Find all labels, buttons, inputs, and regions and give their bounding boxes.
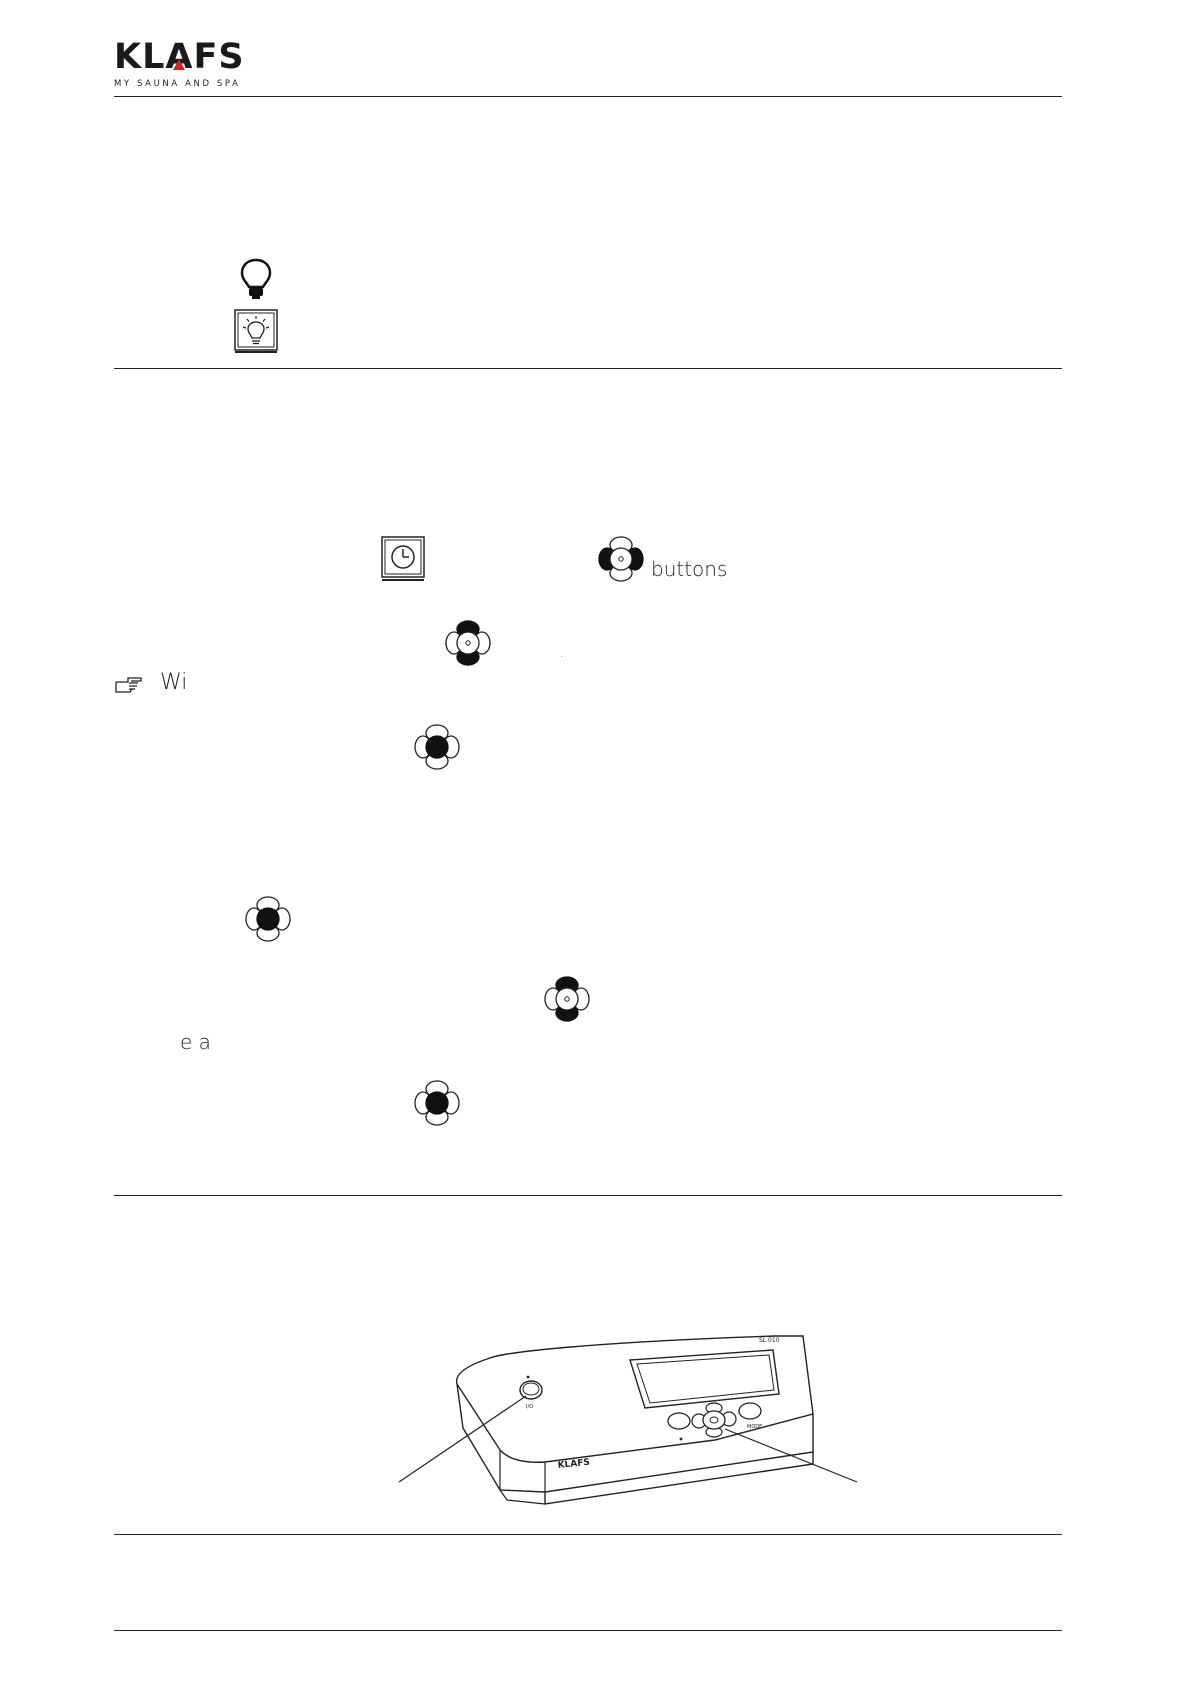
brand-tagline: MY SAUNA AND SPA <box>114 79 241 89</box>
wi-text: Wi <box>160 670 188 695</box>
model-label: SL 010 <box>759 1337 780 1344</box>
navigation-pad-icon <box>544 976 590 1022</box>
control-unit-illustration <box>395 1322 875 1522</box>
stray-dot: . <box>560 646 564 660</box>
navigation-pad-icon <box>414 1080 460 1126</box>
buttons-label: buttons <box>651 557 728 581</box>
section-rule-2 <box>114 1195 1062 1196</box>
logo-accent-triangle <box>173 59 185 70</box>
mode-label: MODE <box>747 1424 763 1430</box>
header-rule <box>114 96 1062 97</box>
section-rule-3 <box>114 1534 1062 1535</box>
device-brand: KLAFS <box>557 1457 591 1471</box>
brand-name: KLAFS <box>114 37 245 77</box>
section-rule-1 <box>114 368 1062 369</box>
light-bulb-icon <box>240 258 272 300</box>
light-button-icon <box>234 309 278 353</box>
navigation-pad-icon <box>414 724 460 770</box>
navigation-pad-icon <box>245 896 291 942</box>
power-label: I/O <box>526 1404 534 1410</box>
pointing-hand-icon <box>114 674 144 694</box>
footer-rule <box>114 1630 1062 1631</box>
navigation-pad-icon <box>598 536 644 582</box>
navigation-pad-icon <box>445 620 491 666</box>
ea-text: e a <box>180 1030 211 1054</box>
clock-button-icon <box>381 536 425 582</box>
